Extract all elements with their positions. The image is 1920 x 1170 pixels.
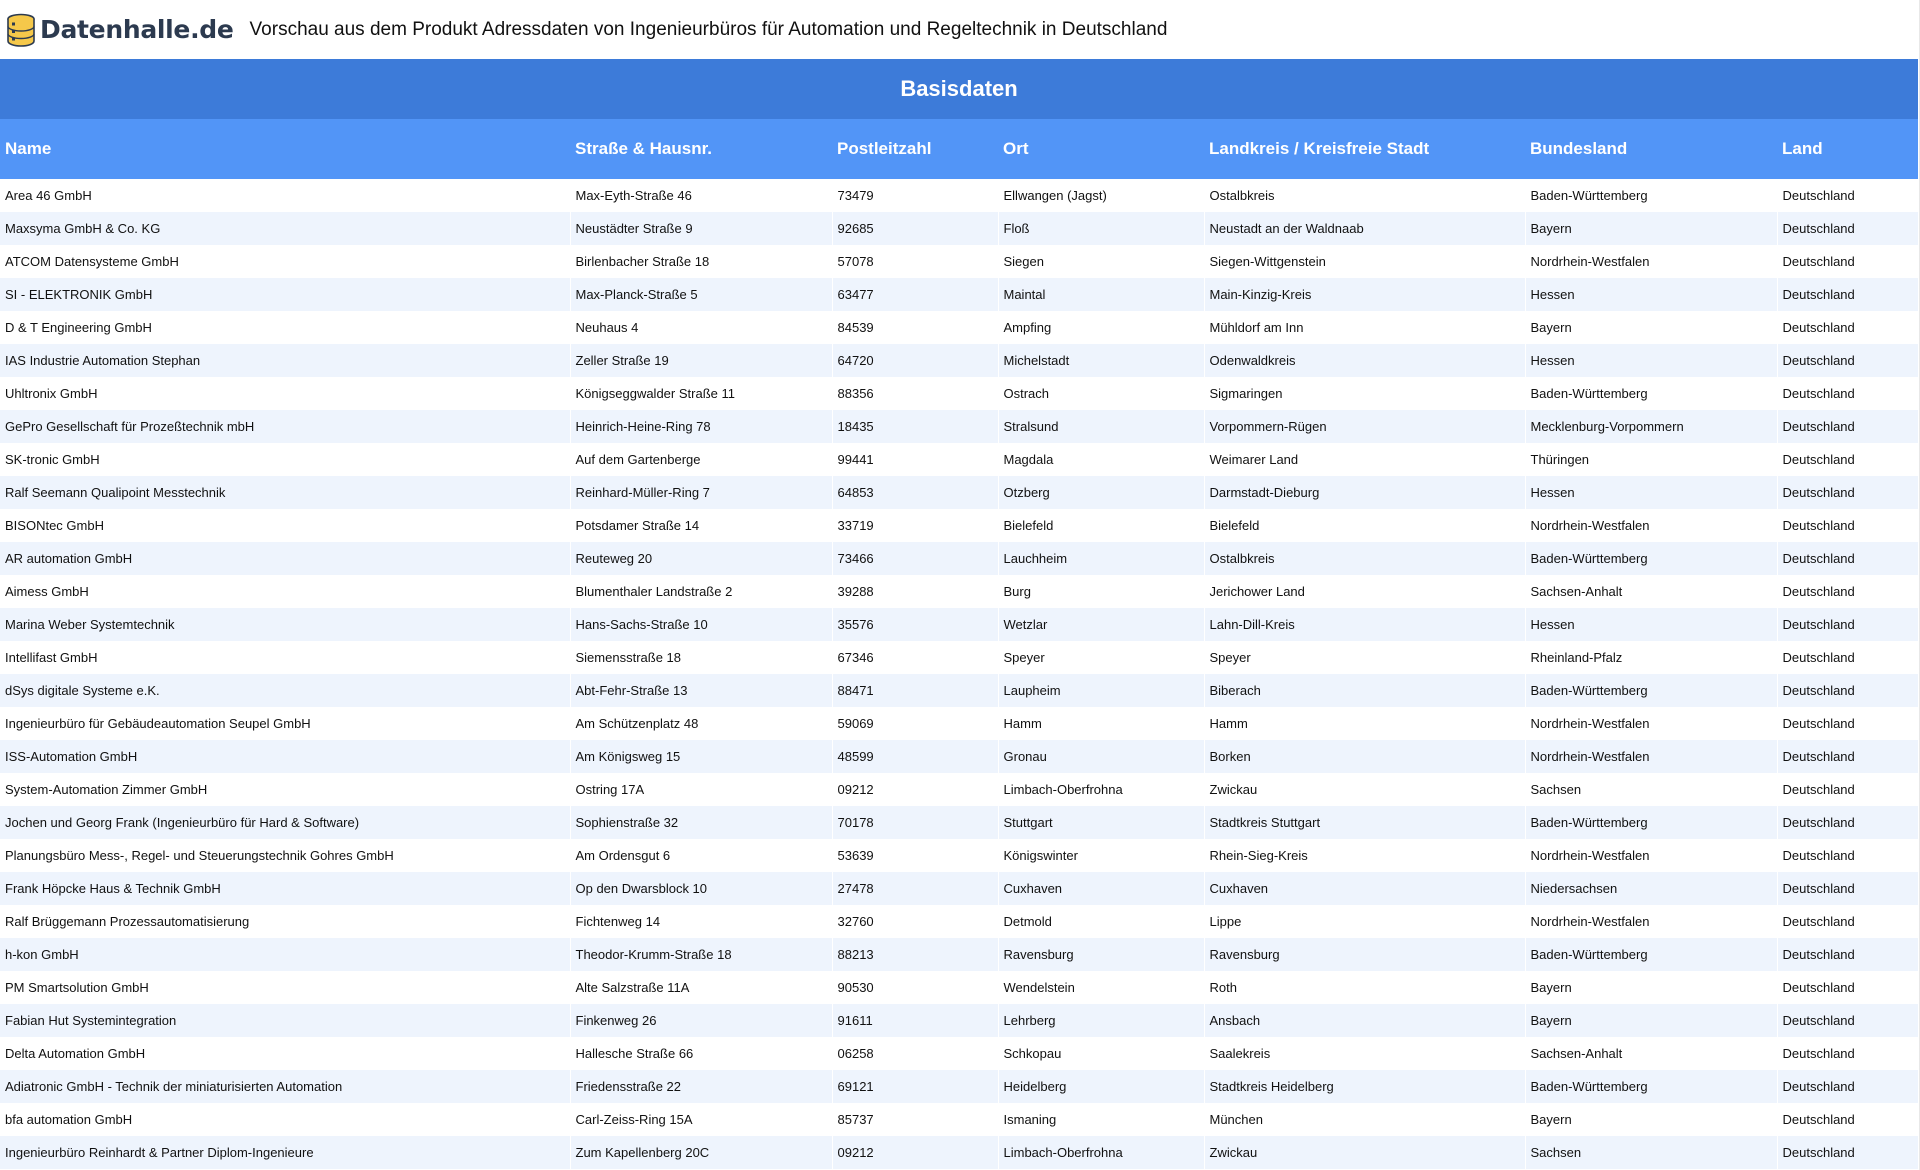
cell-postal-code: 35576 [832, 608, 998, 641]
table-row[interactable] [0, 311, 1918, 344]
table-row[interactable] [0, 707, 1918, 740]
cell-city: Ostrach [998, 377, 1204, 410]
cell-name: Ralf Brüggemann Prozessautomatisierung [0, 905, 570, 938]
cell-street: Abt-Fehr-Straße 13 [570, 674, 832, 707]
cell-state: Sachsen-Anhalt [1525, 1037, 1777, 1070]
cell-district: Vorpommern-Rügen [1204, 410, 1525, 443]
cell-district: Mühldorf am Inn [1204, 311, 1525, 344]
table-row[interactable] [0, 179, 1918, 212]
table-row[interactable] [0, 872, 1918, 905]
table-row[interactable] [0, 905, 1918, 938]
cell-name: SI - ELEKTRONIK GmbH [0, 278, 570, 311]
cell-street: Neustädter Straße 9 [570, 212, 832, 245]
cell-city: Floß [998, 212, 1204, 245]
table-row[interactable] [0, 1004, 1918, 1037]
cell-city: Cuxhaven [998, 872, 1204, 905]
cell-name: Ingenieurbüro für Gebäudeautomation Seupel GmbH [0, 707, 570, 740]
cell-city: Wetzlar [998, 608, 1204, 641]
cell-postal-code: 88471 [832, 674, 998, 707]
cell-state: Niedersachsen [1525, 872, 1777, 905]
table-row[interactable] [0, 1037, 1918, 1070]
table-row[interactable] [0, 1070, 1918, 1103]
cell-city: Königswinter [998, 839, 1204, 872]
cell-district: Neustadt an der Waldnaab [1204, 212, 1525, 245]
cell-street: Hallesche Straße 66 [570, 1037, 832, 1070]
cell-country: Deutschland [1777, 1070, 1918, 1103]
cell-state: Bayern [1525, 212, 1777, 245]
cell-district: Darmstadt-Dieburg [1204, 476, 1525, 509]
cell-state: Sachsen-Anhalt [1525, 575, 1777, 608]
cell-city: Lehrberg [998, 1004, 1204, 1037]
cell-country: Deutschland [1777, 377, 1918, 410]
cell-postal-code: 09212 [832, 773, 998, 806]
cell-district: Stadtkreis Heidelberg [1204, 1070, 1525, 1103]
cell-name: ATCOM Datensysteme GmbH [0, 245, 570, 278]
cell-postal-code: 88213 [832, 938, 998, 971]
cell-district: Zwickau [1204, 1136, 1525, 1169]
database-icon [6, 13, 36, 47]
cell-country: Deutschland [1777, 410, 1918, 443]
cell-postal-code: 63477 [832, 278, 998, 311]
cell-name: Ingenieurbüro Reinhardt & Partner Diplom-Ingenieure [0, 1136, 570, 1169]
table-row[interactable] [0, 443, 1918, 476]
cell-name: Frank Höpcke Haus & Technik GmbH [0, 872, 570, 905]
table-row[interactable] [0, 1103, 1918, 1136]
data-table [0, 59, 1919, 1169]
cell-postal-code: 70178 [832, 806, 998, 839]
cell-city: Stralsund [998, 410, 1204, 443]
cell-city: Heidelberg [998, 1070, 1204, 1103]
table-row[interactable] [0, 278, 1918, 311]
cell-city: Laupheim [998, 674, 1204, 707]
cell-name: Planungsbüro Mess-, Regel- und Steuerungstechnik Gohres GmbH [0, 839, 570, 872]
cell-name: Ralf Seemann Qualipoint Messtechnik [0, 476, 570, 509]
cell-name: SK-tronic GmbH [0, 443, 570, 476]
cell-state: Bayern [1525, 311, 1777, 344]
cell-city: Schkopau [998, 1037, 1204, 1070]
cell-postal-code: 18435 [832, 410, 998, 443]
cell-country: Deutschland [1777, 542, 1918, 575]
cell-street: Friedensstraße 22 [570, 1070, 832, 1103]
cell-city: Ismaning [998, 1103, 1204, 1136]
cell-postal-code: 84539 [832, 311, 998, 344]
cell-name: bfa automation GmbH [0, 1103, 570, 1136]
cell-city: Detmold [998, 905, 1204, 938]
table-row[interactable] [0, 641, 1918, 674]
cell-street: Am Ordensgut 6 [570, 839, 832, 872]
cell-district: Sigmaringen [1204, 377, 1525, 410]
cell-street: Ostring 17A [570, 773, 832, 806]
cell-district: Bielefeld [1204, 509, 1525, 542]
cell-state: Bayern [1525, 971, 1777, 1004]
cell-state: Bayern [1525, 1004, 1777, 1037]
cell-city: Otzberg [998, 476, 1204, 509]
cell-country: Deutschland [1777, 674, 1918, 707]
table-row[interactable] [0, 509, 1918, 542]
cell-district: Biberach [1204, 674, 1525, 707]
cell-state: Thüringen [1525, 443, 1777, 476]
cell-name: Delta Automation GmbH [0, 1037, 570, 1070]
cell-street: Theodor-Krumm-Straße 18 [570, 938, 832, 971]
cell-district: Ostalbkreis [1204, 179, 1525, 212]
cell-name: Jochen und Georg Frank (Ingenieurbüro für Hard & Software) [0, 806, 570, 839]
cell-city: Ellwangen (Jagst) [998, 179, 1204, 212]
cell-postal-code: 33719 [832, 509, 998, 542]
top-bar [0, 0, 1920, 59]
cell-district: Speyer [1204, 641, 1525, 674]
table-row[interactable] [0, 212, 1918, 245]
cell-street: Reuteweg 20 [570, 542, 832, 575]
table-row[interactable] [0, 575, 1918, 608]
cell-district: Ostalbkreis [1204, 542, 1525, 575]
cell-name: Marina Weber Systemtechnik [0, 608, 570, 641]
cell-postal-code: 64720 [832, 344, 998, 377]
cell-state: Hessen [1525, 278, 1777, 311]
cell-postal-code: 73466 [832, 542, 998, 575]
cell-name: GePro Gesellschaft für Prozeßtechnik mbH [0, 410, 570, 443]
cell-city: Bielefeld [998, 509, 1204, 542]
cell-state: Nordrhein-Westfalen [1525, 905, 1777, 938]
cell-name: dSys digitale Systeme e.K. [0, 674, 570, 707]
cell-name: ISS-Automation GmbH [0, 740, 570, 773]
cell-street: Alte Salzstraße 11A [570, 971, 832, 1004]
cell-country: Deutschland [1777, 608, 1918, 641]
cell-street: Fichtenweg 14 [570, 905, 832, 938]
site-logo[interactable] [6, 0, 234, 59]
cell-name: System-Automation Zimmer GmbH [0, 773, 570, 806]
column-header-state[interactable]: Bundesland [1525, 119, 1777, 179]
cell-postal-code: 90530 [832, 971, 998, 1004]
cell-country: Deutschland [1777, 212, 1918, 245]
cell-postal-code: 99441 [832, 443, 998, 476]
cell-district: Roth [1204, 971, 1525, 1004]
cell-street: Blumenthaler Landstraße 2 [570, 575, 832, 608]
cell-country: Deutschland [1777, 905, 1918, 938]
column-header-row [0, 119, 1918, 179]
cell-street: Zum Kapellenberg 20C [570, 1136, 832, 1169]
cell-city: Magdala [998, 443, 1204, 476]
cell-postal-code: 27478 [832, 872, 998, 905]
table-row[interactable] [0, 542, 1918, 575]
table-row[interactable] [0, 608, 1918, 641]
cell-state: Baden-Württemberg [1525, 938, 1777, 971]
cell-district: Lippe [1204, 905, 1525, 938]
cell-state: Baden-Württemberg [1525, 1070, 1777, 1103]
cell-district: Borken [1204, 740, 1525, 773]
cell-city: Limbach-Oberfrohna [998, 1136, 1204, 1169]
cell-postal-code: 73479 [832, 179, 998, 212]
cell-street: Carl-Zeiss-Ring 15A [570, 1103, 832, 1136]
column-header-street[interactable]: Straße & Hausnr. [570, 119, 832, 179]
cell-country: Deutschland [1777, 179, 1918, 212]
cell-country: Deutschland [1777, 971, 1918, 1004]
cell-state: Nordrhein-Westfalen [1525, 707, 1777, 740]
cell-name: Fabian Hut Systemintegration [0, 1004, 570, 1037]
cell-country: Deutschland [1777, 872, 1918, 905]
cell-country: Deutschland [1777, 740, 1918, 773]
cell-city: Wendelstein [998, 971, 1204, 1004]
cell-state: Bayern [1525, 1103, 1777, 1136]
cell-state: Nordrhein-Westfalen [1525, 245, 1777, 278]
table-body [0, 179, 1918, 1169]
cell-street: Sophienstraße 32 [570, 806, 832, 839]
cell-name: Aimess GmbH [0, 575, 570, 608]
cell-name: AR automation GmbH [0, 542, 570, 575]
cell-street: Königseggwalder Straße 11 [570, 377, 832, 410]
cell-district: Main-Kinzig-Kreis [1204, 278, 1525, 311]
cell-street: Op den Dwarsblock 10 [570, 872, 832, 905]
page-title: Vorschau aus dem Produkt Adressdaten von Ingenieurbüros für Automation und Regeltechnik in Deutschland [249, 18, 1168, 40]
cell-city: Siegen [998, 245, 1204, 278]
cell-country: Deutschland [1777, 1136, 1918, 1169]
column-header-name[interactable]: Name [0, 119, 570, 179]
cell-street: Birlenbacher Straße 18 [570, 245, 832, 278]
cell-street: Am Königsweg 15 [570, 740, 832, 773]
cell-state: Nordrhein-Westfalen [1525, 509, 1777, 542]
cell-name: Maxsyma GmbH & Co. KG [0, 212, 570, 245]
cell-city: Lauchheim [998, 542, 1204, 575]
cell-name: Area 46 GmbH [0, 179, 570, 212]
cell-city: Hamm [998, 707, 1204, 740]
cell-name: IAS Industrie Automation Stephan [0, 344, 570, 377]
table-row[interactable] [0, 377, 1918, 410]
cell-country: Deutschland [1777, 773, 1918, 806]
table-row[interactable] [0, 773, 1918, 806]
table-row[interactable] [0, 476, 1918, 509]
cell-city: Burg [998, 575, 1204, 608]
cell-state: Baden-Württemberg [1525, 806, 1777, 839]
cell-state: Hessen [1525, 344, 1777, 377]
table-row[interactable] [0, 938, 1918, 971]
cell-street: Neuhaus 4 [570, 311, 832, 344]
cell-country: Deutschland [1777, 1037, 1918, 1070]
cell-country: Deutschland [1777, 839, 1918, 872]
table-row[interactable] [0, 806, 1918, 839]
cell-district: Siegen-Wittgenstein [1204, 245, 1525, 278]
cell-country: Deutschland [1777, 443, 1918, 476]
logo-text: Datenhalle.de [40, 15, 234, 44]
cell-postal-code: 59069 [832, 707, 998, 740]
cell-name: PM Smartsolution GmbH [0, 971, 570, 1004]
cell-state: Nordrhein-Westfalen [1525, 839, 1777, 872]
cell-district: Weimarer Land [1204, 443, 1525, 476]
cell-postal-code: 91611 [832, 1004, 998, 1037]
cell-city: Maintal [998, 278, 1204, 311]
cell-city: Gronau [998, 740, 1204, 773]
cell-state: Baden-Württemberg [1525, 542, 1777, 575]
cell-postal-code: 69121 [832, 1070, 998, 1103]
cell-district: Ravensburg [1204, 938, 1525, 971]
cell-country: Deutschland [1777, 1004, 1918, 1037]
group-header-row [0, 59, 1918, 119]
cell-state: Mecklenburg-Vorpommern [1525, 410, 1777, 443]
cell-district: München [1204, 1103, 1525, 1136]
table-row[interactable] [0, 1136, 1918, 1169]
cell-name: BISONtec GmbH [0, 509, 570, 542]
cell-district: Saalekreis [1204, 1037, 1525, 1070]
cell-country: Deutschland [1777, 641, 1918, 674]
cell-postal-code: 88356 [832, 377, 998, 410]
cell-district: Hamm [1204, 707, 1525, 740]
cell-country: Deutschland [1777, 575, 1918, 608]
cell-street: Finkenweg 26 [570, 1004, 832, 1037]
cell-postal-code: 67346 [832, 641, 998, 674]
table-row[interactable] [0, 245, 1918, 278]
table-row[interactable] [0, 410, 1918, 443]
cell-district: Lahn-Dill-Kreis [1204, 608, 1525, 641]
column-header-postal-code[interactable]: Postleitzahl [832, 119, 998, 179]
cell-name: h-kon GmbH [0, 938, 570, 971]
cell-postal-code: 92685 [832, 212, 998, 245]
cell-postal-code: 09212 [832, 1136, 998, 1169]
table-row[interactable] [0, 839, 1918, 872]
cell-state: Rheinland-Pfalz [1525, 641, 1777, 674]
cell-state: Sachsen [1525, 1136, 1777, 1169]
cell-name: Adiatronic GmbH - Technik der miniaturisierten Automation [0, 1070, 570, 1103]
column-header-district[interactable]: Landkreis / Kreisfreie Stadt [1204, 119, 1525, 179]
cell-district: Odenwaldkreis [1204, 344, 1525, 377]
cell-street: Heinrich-Heine-Ring 78 [570, 410, 832, 443]
cell-postal-code: 39288 [832, 575, 998, 608]
cell-postal-code: 57078 [832, 245, 998, 278]
cell-district: Rhein-Sieg-Kreis [1204, 839, 1525, 872]
group-header: Basisdaten [0, 59, 1918, 119]
cell-state: Baden-Württemberg [1525, 179, 1777, 212]
cell-postal-code: 53639 [832, 839, 998, 872]
cell-city: Ravensburg [998, 938, 1204, 971]
cell-postal-code: 85737 [832, 1103, 998, 1136]
cell-state: Baden-Württemberg [1525, 674, 1777, 707]
cell-street: Max-Planck-Straße 5 [570, 278, 832, 311]
cell-state: Sachsen [1525, 773, 1777, 806]
cell-state: Hessen [1525, 476, 1777, 509]
cell-postal-code: 32760 [832, 905, 998, 938]
cell-country: Deutschland [1777, 1103, 1918, 1136]
cell-street: Max-Eyth-Straße 46 [570, 179, 832, 212]
cell-street: Zeller Straße 19 [570, 344, 832, 377]
cell-district: Jerichower Land [1204, 575, 1525, 608]
cell-city: Speyer [998, 641, 1204, 674]
column-header-city[interactable]: Ort [998, 119, 1204, 179]
cell-postal-code: 48599 [832, 740, 998, 773]
cell-name: D & T Engineering GmbH [0, 311, 570, 344]
cell-district: Ansbach [1204, 1004, 1525, 1037]
table-row[interactable] [0, 344, 1918, 377]
cell-country: Deutschland [1777, 938, 1918, 971]
cell-city: Limbach-Oberfrohna [998, 773, 1204, 806]
cell-postal-code: 64853 [832, 476, 998, 509]
cell-state: Nordrhein-Westfalen [1525, 740, 1777, 773]
table-row[interactable] [0, 971, 1918, 1004]
cell-country: Deutschland [1777, 509, 1918, 542]
cell-street: Auf dem Gartenberge [570, 443, 832, 476]
table-row[interactable] [0, 674, 1918, 707]
cell-street: Reinhard-Müller-Ring 7 [570, 476, 832, 509]
cell-country: Deutschland [1777, 476, 1918, 509]
cell-country: Deutschland [1777, 311, 1918, 344]
cell-state: Hessen [1525, 608, 1777, 641]
cell-name: Uhltronix GmbH [0, 377, 570, 410]
cell-country: Deutschland [1777, 245, 1918, 278]
cell-street: Siemensstraße 18 [570, 641, 832, 674]
cell-country: Deutschland [1777, 806, 1918, 839]
cell-country: Deutschland [1777, 344, 1918, 377]
column-header-country[interactable]: Land [1777, 119, 1918, 179]
cell-city: Ampfing [998, 311, 1204, 344]
cell-country: Deutschland [1777, 278, 1918, 311]
cell-district: Cuxhaven [1204, 872, 1525, 905]
cell-postal-code: 06258 [832, 1037, 998, 1070]
cell-state: Baden-Württemberg [1525, 377, 1777, 410]
cell-street: Potsdamer Straße 14 [570, 509, 832, 542]
cell-street: Am Schützenplatz 48 [570, 707, 832, 740]
cell-district: Zwickau [1204, 773, 1525, 806]
cell-street: Hans-Sachs-Straße 10 [570, 608, 832, 641]
cell-name: Intellifast GmbH [0, 641, 570, 674]
cell-city: Michelstadt [998, 344, 1204, 377]
cell-city: Stuttgart [998, 806, 1204, 839]
table-row[interactable] [0, 740, 1918, 773]
cell-country: Deutschland [1777, 707, 1918, 740]
cell-district: Stadtkreis Stuttgart [1204, 806, 1525, 839]
